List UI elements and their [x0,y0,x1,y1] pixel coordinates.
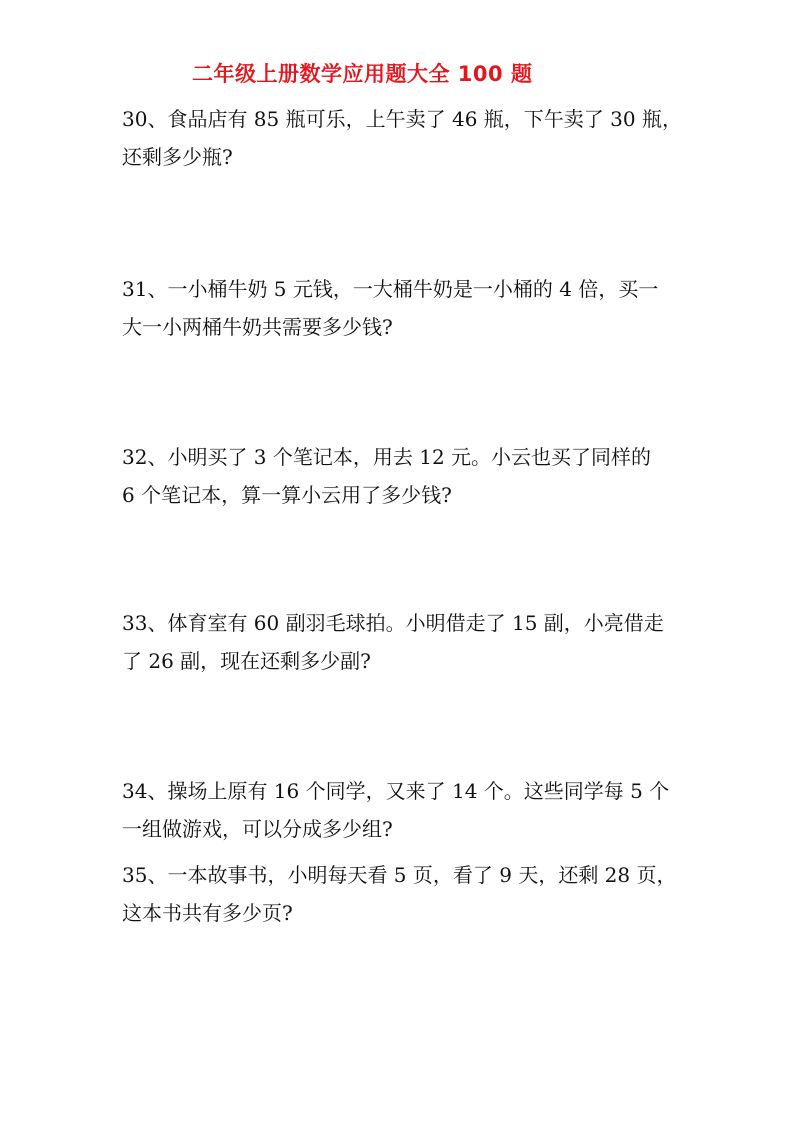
question-30-line-2: 还剩多少瓶? [122,145,233,169]
question-34 [122,772,702,848]
question-35-line-2: 这本书共有多少页? [122,901,293,925]
question-30 [122,100,702,176]
question-30-line-1: 30、食品店有 85 瓶可乐，上午卖了 46 瓶，下午卖了 30 瓶， [122,107,682,131]
question-31 [122,270,702,346]
question-34-line-1: 34、操场上原有 16 个同学，又来了 14 个。这些同学每 5 个 [122,779,670,803]
question-32-line-1: 32、小明买了 3 个笔记本，用去 12 元。小云也买了同样的 [122,445,652,469]
question-33-line-1: 33、体育室有 60 副羽毛球拍。小明借走了 15 副，小亮借走 [122,611,664,635]
question-34-line-2: 一组做游戏，可以分成多少组? [122,817,393,841]
question-35-line-1: 35、一本故事书，小明每天看 5 页，看了 9 天，还剩 28 页， [122,863,677,887]
question-35 [122,856,702,932]
question-33 [122,604,702,680]
question-32-line-2: 6 个笔记本，算一算小云用了多少钱? [122,483,452,507]
question-32 [122,438,702,514]
question-31-line-1: 31、一小桶牛奶 5 元钱，一大桶牛奶是一小桶的 4 倍，买一 [122,277,659,301]
question-33-line-2: 了 26 副，现在还剩多少副? [122,649,371,673]
question-31-line-2: 大一小两桶牛奶共需要多少钱? [122,315,393,339]
page-title: 二年级上册数学应用题大全 100 题 [192,62,533,86]
